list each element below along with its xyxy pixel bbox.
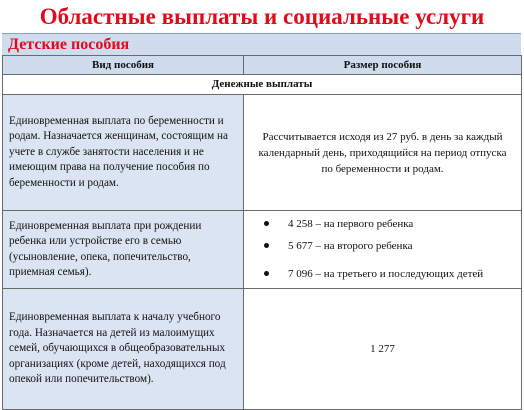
- amount-item-label: 7 096 – на третьего и последующих детей: [288, 267, 484, 280]
- table-header-row: [3, 56, 522, 75]
- benefit-amount-cell: [244, 211, 522, 289]
- bullet-icon: [264, 221, 269, 226]
- benefit-type-cell: Единовременная выплата по беременности и родам. Назначается женщинам, состоящим на учете в службе занятости населения и не имеющим права на получение пособия по беременности и родам.: [3, 95, 244, 211]
- list-item: [244, 237, 521, 259]
- benefit-amount-cell: 1 277: [244, 289, 522, 410]
- bullet-icon: [264, 243, 269, 248]
- benefit-type-cell: Единовременная выплата при рождении ребенка или устройстве его в семью (усыновление, опека, попечительство, приемная семья).: [3, 211, 244, 289]
- table-row: [3, 289, 522, 410]
- group-label: Денежные выплаты: [3, 75, 522, 95]
- table-group-row: [3, 75, 522, 95]
- column-header-amount: Размер пособия: [244, 56, 522, 75]
- section-header: [2, 33, 521, 55]
- table-row: [3, 95, 522, 211]
- benefit-type-cell: Единовременная выплата к началу учебного года. Назначается на детей из малоимущих семей, обучающихся в общеобразовательных организациях (кроме детей, находящихся под опекой или попечительством).: [3, 289, 244, 410]
- column-header-type: Вид пособия: [3, 56, 244, 75]
- list-item: [244, 215, 521, 237]
- amount-list: [244, 213, 521, 287]
- list-item: [244, 265, 521, 287]
- page-title: Областные выплаты и социальные услуги: [39, 4, 485, 29]
- table-row: [3, 211, 522, 289]
- section-title: Детские пособия: [8, 36, 130, 53]
- amount-item-label: 5 677 – на второго ребенка: [288, 239, 413, 252]
- benefit-amount-cell: Рассчитывается исходя из 27 руб. в день за каждый календарный день, приходящийся на период отпуска по беременности и родам.: [244, 95, 522, 211]
- bullet-icon: [264, 271, 269, 276]
- benefits-table: [2, 55, 522, 410]
- amount-item-label: 4 258 – на первого ребенка: [288, 217, 414, 230]
